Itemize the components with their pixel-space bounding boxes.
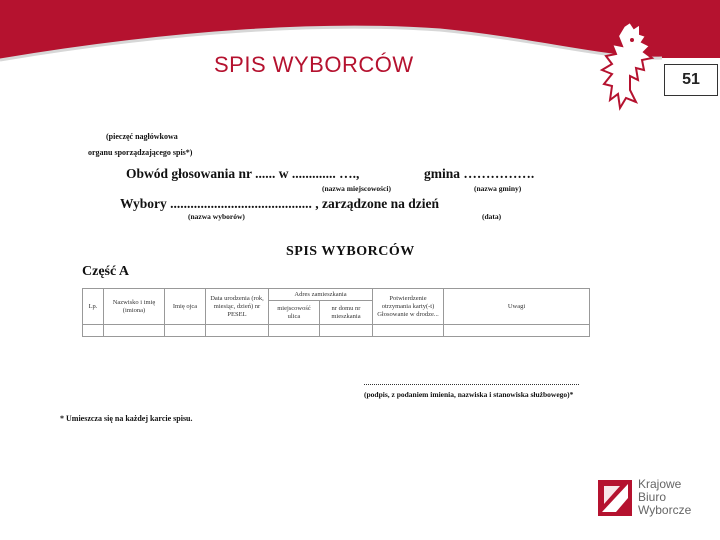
- elections-line: Wybory .......................................... , zarządzone na dzień: [120, 196, 439, 211]
- kbw-line1: Krajowe: [638, 477, 682, 491]
- part-label: Część A: [82, 264, 130, 279]
- eagle-emblem-icon: [596, 20, 662, 112]
- caption-locality: (nazwa miejscowości): [322, 184, 391, 193]
- col-address-house: nr domu nr mieszkania: [320, 301, 373, 325]
- kbw-wordmark: [638, 478, 691, 517]
- col-ballot: Potwierdzenie otrzymania karty(-t) Głosowanie w drodze...: [373, 289, 444, 325]
- page-number-badge: 51: [664, 64, 718, 96]
- caption-elections: (nazwa wyborów): [188, 212, 245, 221]
- caption-date: (data): [482, 212, 502, 221]
- commune-line: gmina …………….: [424, 166, 535, 181]
- kbw-logo-icon: [598, 478, 634, 518]
- slide-title: SPIS WYBORCÓW: [214, 52, 414, 77]
- district-line: Obwód głosowania nr ...... w ............. ….,: [126, 166, 360, 181]
- voter-table: [82, 288, 590, 337]
- stamp-caption-line1: (pieczęć nagłówkowa: [106, 132, 178, 141]
- col-birth: Data urodzenia (rok, miesiąc, dzień) nr PESEL: [206, 289, 269, 325]
- form-heading: SPIS WYBORCÓW: [286, 244, 415, 259]
- table-row: [83, 325, 590, 337]
- ballot-register-form: [56, 128, 626, 428]
- col-lp: Lp.: [83, 289, 104, 325]
- stamp-caption-line2: organu sporządzającego spis*): [88, 148, 193, 157]
- kbw-line2: Biuro: [638, 490, 667, 504]
- signature-line: [364, 384, 579, 385]
- caption-commune: (nazwa gminy): [474, 184, 522, 193]
- kbw-line3: Wyborcze: [638, 503, 692, 517]
- col-address-street: miejscowość ulica: [269, 301, 320, 325]
- footnote: * Umieszcza się na każdej karcie spisu.: [60, 414, 193, 423]
- col-address: Adres zamieszkania: [269, 289, 373, 301]
- col-notes: Uwagi: [444, 289, 590, 325]
- col-father: Imię ojca: [165, 289, 206, 325]
- signature-caption: (podpis, z podaniem imienia, nazwiska i stanowiska służbowego)*: [364, 390, 574, 399]
- col-name: Nazwisko i imię (imiona): [104, 289, 165, 325]
